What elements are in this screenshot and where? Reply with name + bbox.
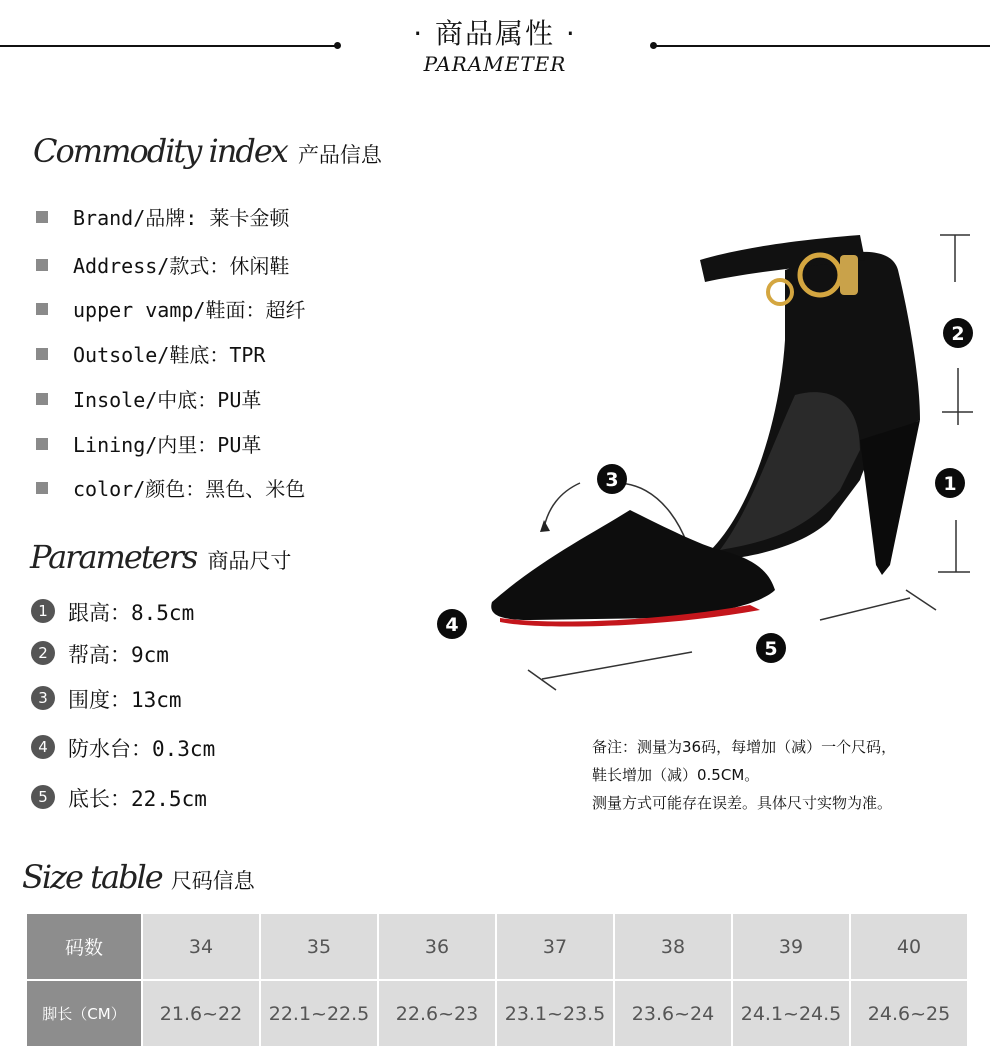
size-heading-en: Size table xyxy=(22,858,162,896)
size-table-heading xyxy=(22,858,255,896)
table-cell: 36 xyxy=(379,914,495,979)
table-cell: 23.1~23.5 xyxy=(497,981,613,1046)
param-number-3-icon: 3 xyxy=(31,686,55,710)
table-row xyxy=(27,914,967,979)
table-cell: 23.6~24 xyxy=(615,981,731,1046)
param-platform: 防水台：0.3cm xyxy=(68,737,216,761)
info-style: Address/款式：休闲鞋 xyxy=(73,254,290,278)
table-cell: 34 xyxy=(143,914,259,979)
table-cell: 40 xyxy=(851,914,967,979)
bullet-icon xyxy=(36,438,48,450)
size-row-header: 码数 xyxy=(27,914,141,979)
info-lining: Lining/内里：PU革 xyxy=(73,433,262,457)
parameters-heading-en: Parameters xyxy=(30,538,197,576)
commodity-heading-cn: 产品信息 xyxy=(297,143,382,167)
info-color: color/颜色：黑色、米色 xyxy=(73,477,306,501)
page-title: · 商品属性 · xyxy=(413,17,577,50)
param-number-4-icon: 4 xyxy=(31,735,55,759)
info-brand: Brand/品牌: 莱卡金顿 xyxy=(73,206,290,230)
marker-4: 4 xyxy=(445,614,459,636)
table-cell: 21.6~22 xyxy=(143,981,259,1046)
foot-length-row-header: 脚长（CM） xyxy=(27,981,141,1046)
info-insole: Insole/中底：PU革 xyxy=(73,388,262,412)
marker-2: 2 xyxy=(951,323,965,345)
table-cell: 39 xyxy=(733,914,849,979)
commodity-heading xyxy=(33,132,382,170)
table-cell: 37 xyxy=(497,914,613,979)
bullet-icon xyxy=(36,482,48,494)
shoe-body xyxy=(491,235,920,626)
commodity-heading-en: Commodity index xyxy=(33,132,287,170)
parameters-heading xyxy=(30,538,291,576)
shoe-image xyxy=(420,220,980,710)
bullet-icon xyxy=(36,303,48,315)
bullet-icon xyxy=(36,348,48,360)
param-heel-height: 跟高：8.5cm xyxy=(68,601,195,625)
param-sole-length: 底长：22.5cm xyxy=(68,787,207,811)
marker-5: 5 xyxy=(764,638,778,660)
page-subtitle: PARAMETER xyxy=(423,52,567,76)
info-upper: upper vamp/鞋面：超纤 xyxy=(73,298,306,322)
table-cell: 35 xyxy=(261,914,377,979)
table-row xyxy=(27,981,967,1046)
param-number-1-icon: 1 xyxy=(31,599,55,623)
note-line-2: 鞋长增加（减）0.5CM。 xyxy=(592,766,760,784)
param-number-5-icon: 5 xyxy=(31,785,55,809)
param-girth: 围度：13cm xyxy=(68,688,182,712)
marker-1: 1 xyxy=(943,473,957,495)
note-line-1: 备注：测量为36码，每增加（减）一个尺码， xyxy=(592,738,897,756)
info-outsole: Outsole/鞋底：TPR xyxy=(73,343,266,367)
marker-3: 3 xyxy=(605,469,619,491)
bullet-icon xyxy=(36,393,48,405)
bullet-icon xyxy=(36,211,48,223)
size-table xyxy=(25,912,969,1048)
table-cell: 22.1~22.5 xyxy=(261,981,377,1046)
table-cell: 22.6~23 xyxy=(379,981,495,1046)
parameters-heading-cn: 商品尺寸 xyxy=(207,549,292,573)
param-number-2-icon: 2 xyxy=(31,641,55,665)
param-upper-height: 帮高：9cm xyxy=(68,643,169,667)
table-cell: 38 xyxy=(615,914,731,979)
measure-note xyxy=(592,733,896,817)
bullet-icon xyxy=(36,259,48,271)
table-cell: 24.6~25 xyxy=(851,981,967,1046)
note-line-3: 测量方式可能存在误差。具体尺寸实物为准。 xyxy=(592,794,893,812)
table-cell: 24.1~24.5 xyxy=(733,981,849,1046)
size-heading-cn: 尺码信息 xyxy=(170,869,255,893)
